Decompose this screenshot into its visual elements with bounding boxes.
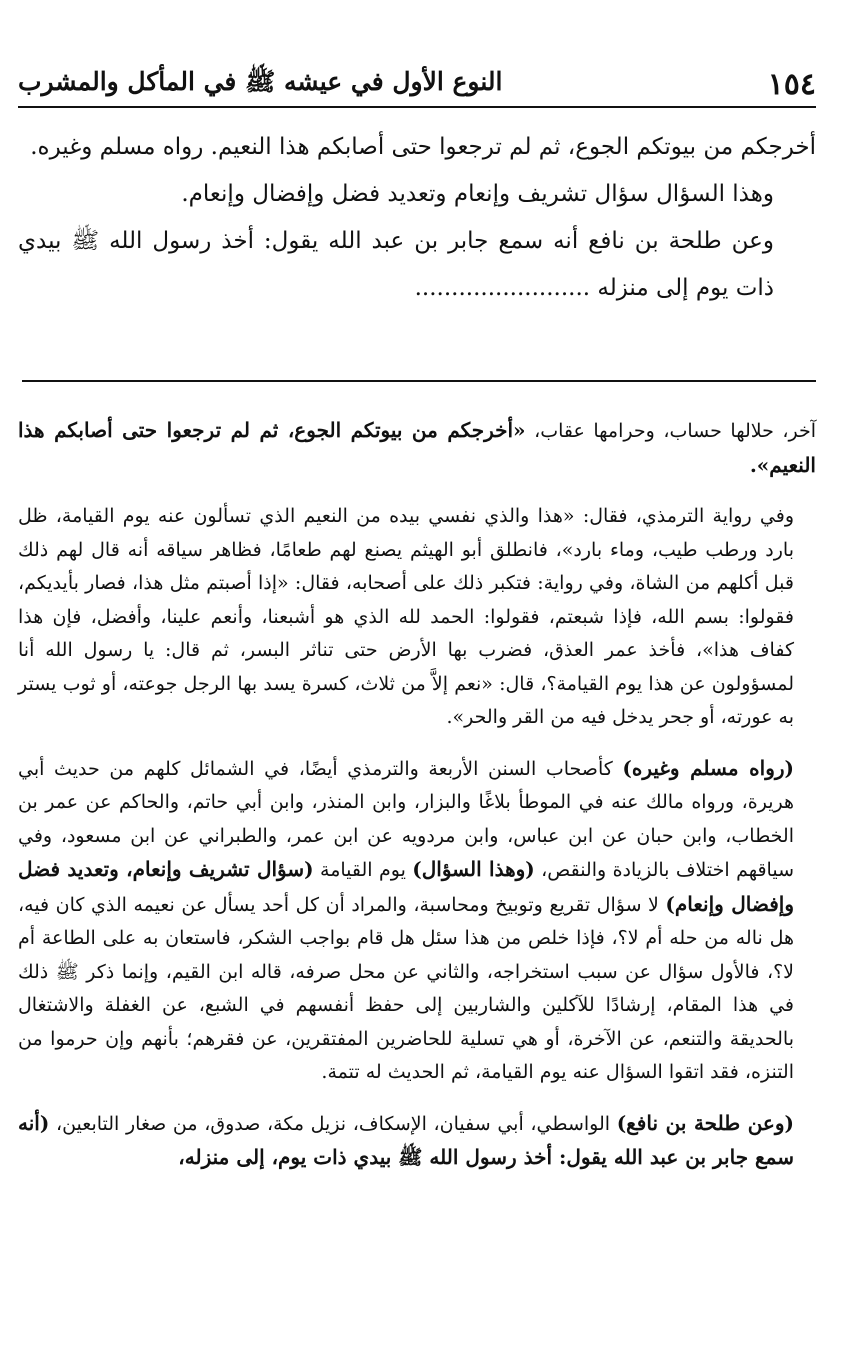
commentary-4-text-1: الواسطي، أبي سفيان، الإسكاف، نزيل مكة، صدوق، من صغار التابعين،	[49, 1112, 617, 1135]
commentary-1-text: آخر، حلالها حساب، وحرامها عقاب،	[525, 420, 817, 442]
text-separator	[22, 380, 816, 382]
hadith-paragraph-3	[18, 218, 816, 312]
commentary-1-quote: «أخرجكم من بيوتكم الجوع، ثم لم ترجعوا حتى أصابكم هذا النعيم».	[18, 418, 816, 477]
commentary-text	[18, 414, 816, 1193]
commentary-3-quote-1: (رواه مسلم وغيره)	[622, 755, 794, 780]
running-title: النوع الأول في عيشه ﷺ في المأكل والمشرب	[18, 66, 503, 96]
commentary-2-text: وفي رواية الترمذي، فقال: «هذا والذي نفسي بيده من النعيم الذي تسألون عنه يوم القيامة، ظل بارد ورطب طيب، وماء بارد»، فانطلق أبو الهيثم يصنع لهم طعامًا، فظاهر سياقه أنه قال لهم ذلك قبل أكلهم من الشاة، وفي رواية: فتكبر ذلك على أصحابه، فقال: «إذا أصبتم مثل هذا، فصار بأيديكم، فقولوا: بسم الله، فإذا شبعتم، فقولوا: الحمد لله الذي هو أشبعنا، وأنعم علينا، وأفضل، فإن هذا كفاف هذا»، فأخذ عمر العذق، فضرب بها الأرض حتى تناثر البسر، ثم قال: يا رسول الله أنا لمسؤولون عن هذا يوم القيامة؟، قال: «نعم إلاَّ من ثلاث، كسرة يسد بها الرجل جوعته، أو ثوب يستر به عورته، أو جحر يدخل فيه من القر والحر».	[18, 505, 794, 728]
commentary-3-text-3: لا سؤال تقريع وتوبيخ ومحاسبة، والمراد أن كل أحد يسأل عن نعيمه الذي كان فيه، هل ناله من حله أم لا؟، فإذا خلص من هذا سئل هل قام بواجب الشكر، فاستعان به على الطاعة أم لا؟، فالأول سؤال عن سبب استخراجه، والثاني عن محل صرفه، قاله ابن القيم، وإنما ذكر ﷺ ذلك في هذا المقام، إرشادًا للآكلين والشاربين إلى حفظ أنفسهم في الشبع، عن الغفلة والاشتغال بالحديقة والتنعم، عن الآخرة، أو هي تسلية للحاضرين المفتقرين، عن فقرهم؛ بأنهم وإن حرموا من التنزه، فقد اتقوا السؤال عنه يوم القيامة، ثم الحديث له تتمة.	[18, 893, 794, 1083]
commentary-paragraph-2	[18, 500, 816, 735]
commentary-3-text-2: يوم القيامة	[313, 859, 413, 881]
commentary-4-quote-1: (وعن طلحة بن نافع)	[616, 1110, 794, 1135]
commentary-paragraph-4	[18, 1107, 816, 1176]
page-header	[18, 62, 816, 108]
commentary-4-quote-2: (أنه سمع جابر بن عبد الله يقول: أخذ رسول الله ﷺ بيدي ذات يوم، إلى منزله،	[18, 1110, 794, 1169]
page-number: ١٥٤	[767, 66, 816, 102]
hadith-text	[18, 124, 816, 312]
hadith-paragraph-3-text: وعن طلحة بن نافع أنه سمع جابر بن عبد الله يقول: أخذ رسول الله ﷺ بيدي ذات يوم إلى منزله	[18, 228, 774, 301]
commentary-3-quote-2: (وهذا السؤال)	[412, 857, 535, 881]
commentary-paragraph-3	[18, 752, 816, 1090]
hadith-paragraph-2: وهذا السؤال سؤال تشريف وإنعام وتعديد فضل وإفضال وإنعام.	[181, 181, 774, 207]
commentary-3-quote-3: (سؤال تشريف وإنعام، وتعديد فضل وإفضال وإنعام)	[18, 857, 794, 916]
commentary-paragraph-1	[18, 414, 816, 483]
ellipsis-dots: ........................	[414, 275, 591, 301]
hadith-paragraph-1: أخرجكم من بيوتكم الجوع، ثم لم ترجعوا حتى أصابكم هذا النعيم. رواه مسلم وغيره.	[30, 134, 816, 160]
commentary-3-text-1: كأصحاب السنن الأربعة والترمذي أيضًا، في الشمائل كلهم من حديث أبي هريرة، ورواه مالك عنه في الموطأ بلاغًا والبزار، وابن المنذر، وابن أبي حاتم، والحاكم عن عمر بن الخطاب، وابن حبان عن ابن عباس، وابن مردويه عن ابن عمر، والطبراني عن ابن مسعود، وفي سياقهم اختلاف بالزيادة والنقص،	[18, 757, 794, 881]
